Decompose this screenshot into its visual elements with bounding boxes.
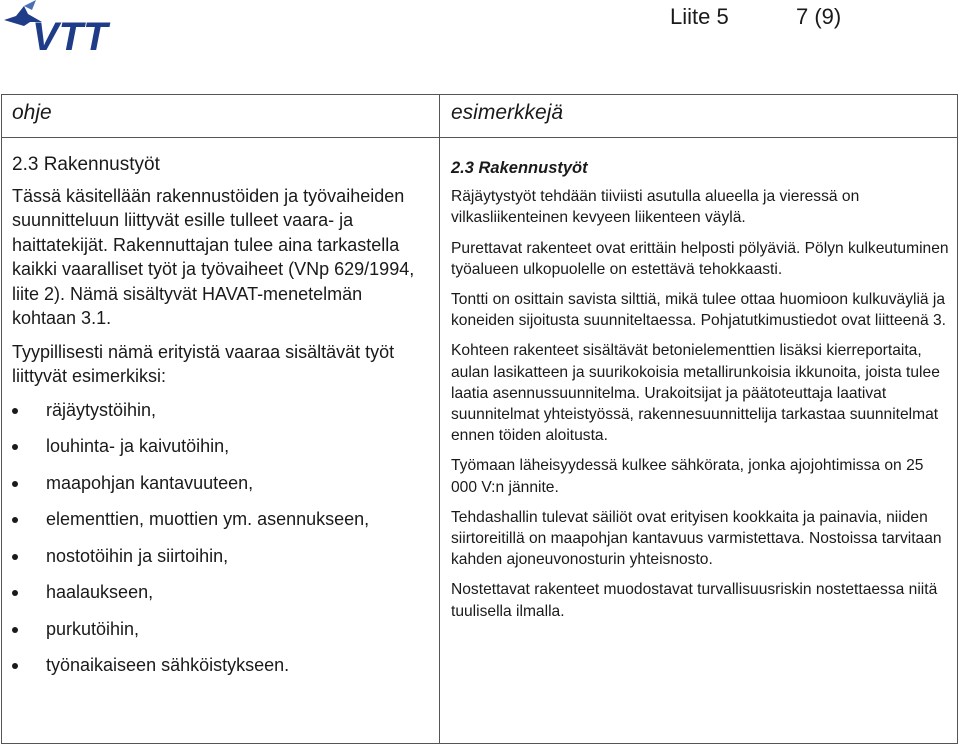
bullet-icon	[12, 517, 18, 523]
list-item: louhinta- ja kaivutöihin,	[12, 434, 422, 459]
list-item: purkutöihin,	[12, 617, 422, 642]
section-heading: 2.3 Rakennustyöt	[12, 154, 160, 175]
instruction-paragraph: Tässä käsitellään rakennustöiden ja työvaiheiden suunnitteluun liittyvät esille tulleet vaara- ja haittatekijät. Rakennuttajan tulee aina tarkastella kaikki vaaralliset työt ja työvaiheet (VNp 629/1994, liite 2). Nämä sisältyvät HAVAT-menetelmän kohtaan 3.1.	[12, 185, 415, 328]
example-paragraph: Purettavat rakenteet ovat erittäin helposti pölyäviä. Pölyn kulkeutuminen työalueen ulkopuolelle on estettävä tehokkaasti.	[451, 239, 949, 278]
bullet-icon	[12, 627, 18, 633]
logo-wordmark: VTT	[32, 15, 108, 54]
header-divider	[2, 137, 957, 138]
section-heading: 2.3 Rakennustyöt	[451, 159, 588, 177]
appendix-label: Liite 5	[670, 4, 729, 29]
hazard-list	[12, 398, 422, 678]
instruction-paragraph: Tyypillisesti nämä erityistä vaaraa sisältävät työt liittyvät esimerkiksi:	[12, 341, 395, 386]
column-header-esimerkkeja: esimerkkejä	[451, 101, 564, 124]
column-divider	[439, 95, 440, 743]
bullet-icon	[12, 554, 18, 560]
column-header-ohje: ohje	[12, 101, 52, 124]
list-item: elementtien, muottien ym. asennukseen,	[12, 507, 422, 532]
example-paragraph: Tontti on osittain savista silttiä, mikä tulee ottaa huomioon kulkuväyliä ja koneiden sijoitusta suunniteltaessa. Pohjatutkimustiedot ovat liitteenä 3.	[451, 291, 946, 330]
bullet-icon	[12, 590, 18, 596]
instruction-column	[12, 153, 422, 690]
bullet-icon	[12, 444, 18, 450]
example-paragraph: Räjäytystyöt tehdään tiiviisti asutulla alueella ja vieressä on vilkasliikenteinen kevyeen liikenteen väylä.	[451, 188, 860, 227]
list-item: nostotöihin ja siirtoihin,	[12, 544, 422, 569]
examples-column	[451, 158, 951, 631]
list-item: haalaukseen,	[12, 580, 422, 605]
example-paragraph: Nostettavat rakenteet muodostavat turvallisuusriskin nostettaessa niitä tuulisella ilmalla.	[451, 581, 938, 620]
bullet-icon	[12, 481, 18, 487]
vtt-logo	[2, 0, 152, 54]
bullet-icon	[12, 663, 18, 669]
list-item: maapohjan kantavuuteen,	[12, 471, 422, 496]
page-number: 7 (9)	[796, 4, 842, 29]
list-item: räjäytystöihin,	[12, 398, 422, 423]
example-paragraph: Tehdashallin tulevat säiliöt ovat erityisen kookkaita ja painavia, niiden siirtoreitillä on maapohjan kantavuus varmistettava. Nostoissa tarvitaan kahden ajoneuvonosturin yhteisnosto.	[451, 508, 942, 569]
example-paragraph: Kohteen rakenteet sisältävät betonielementtien lisäksi kierreportaita, aulan lasikatteen ja suurikokoisia metallirunkoisia ikkunoita, joista tulee laatia asennussuunnitelma. Urakoitsijat ja päätoteuttaja laativat suunnitelmat yhteistyössä, rakennesuunnittelija tarkastaa suunnitelmat ennen töiden aloitusta.	[451, 342, 940, 445]
bullet-icon	[12, 408, 18, 414]
example-paragraph: Työmaan läheisyydessä kulkee sähkörata, jonka ajojohtimissa on 25 000 V:n jännite.	[451, 457, 924, 496]
content-table	[1, 94, 958, 744]
list-item: työnaikaiseen sähköistykseen.	[12, 653, 422, 678]
